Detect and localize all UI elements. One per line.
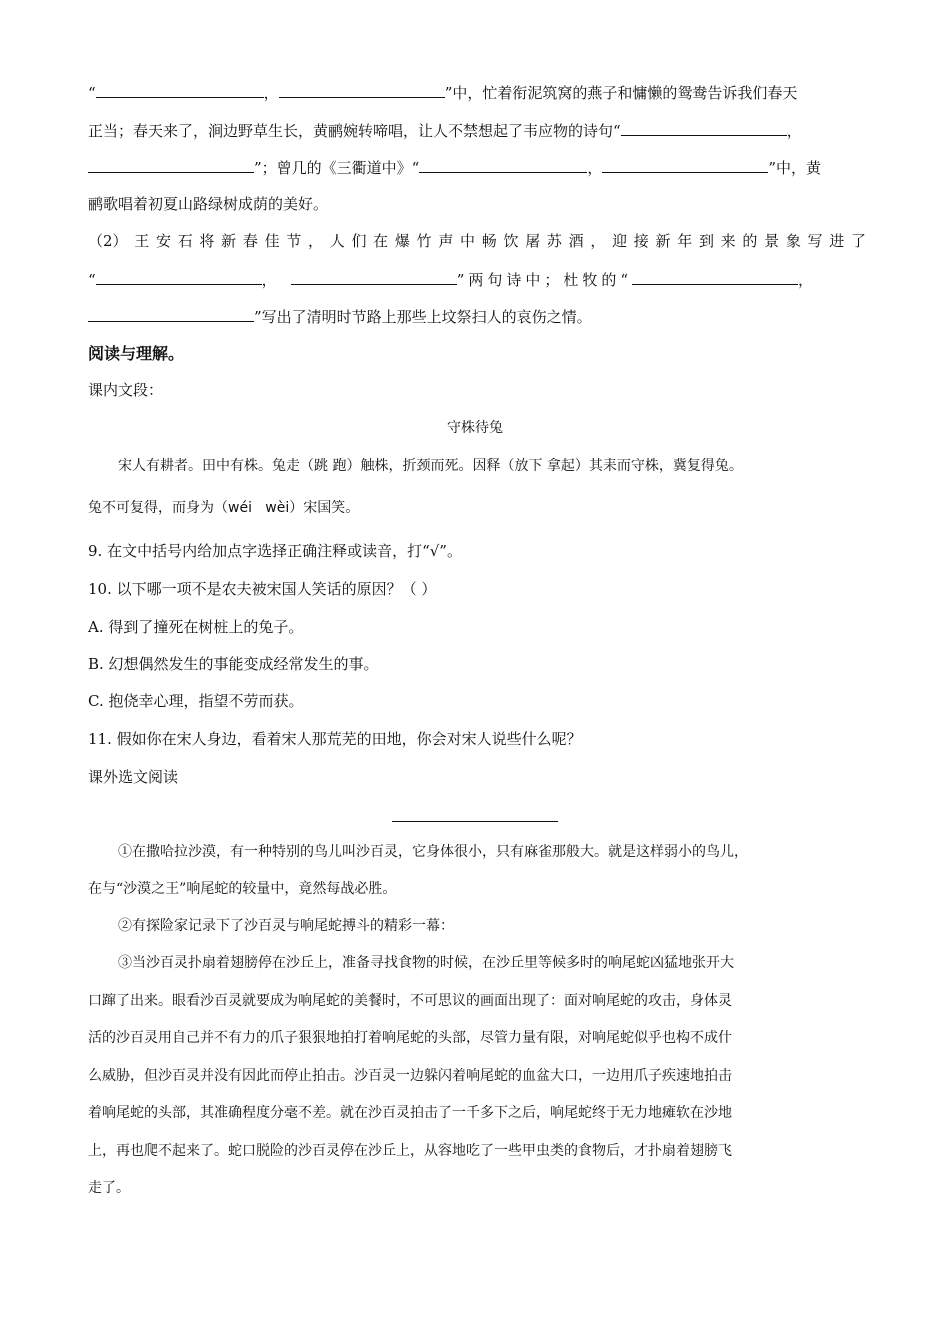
char: 景 — [764, 232, 780, 250]
char: 进 — [829, 232, 845, 250]
char: 来 — [720, 232, 736, 250]
story-line: 活的沙百灵用自己并不有力的爪子狠狠地拍打着响尾蛇的头部，尽管力量有限，对响尾蛇似乎也构不成什 — [88, 1030, 732, 1046]
option-b: B. 幻想偶然发生的事能变成经常发生的事。 — [88, 655, 379, 673]
answer-blank[interactable] — [88, 306, 254, 322]
answer-blank[interactable] — [632, 269, 798, 285]
poem-line-7 — [88, 306, 866, 327]
char: 佳 — [264, 232, 280, 250]
char: 新 — [655, 232, 671, 250]
answer-blank[interactable] — [279, 82, 445, 98]
answer-blank[interactable] — [96, 82, 264, 98]
answer-blank[interactable] — [291, 269, 457, 285]
char: 接 — [633, 232, 649, 250]
text: “ — [88, 271, 96, 289]
text: ， — [798, 271, 814, 289]
char: 畅 — [481, 232, 497, 250]
char: 的 — [742, 232, 758, 250]
text: 正当；春天来了，涧边野草生长，黄鹂婉转啼唱，让人不禁想起了韦应物的诗句“ — [88, 122, 621, 140]
char: 节 — [286, 232, 302, 250]
char: ， — [308, 232, 324, 250]
answer-blank[interactable] — [88, 157, 254, 173]
passage-line-1: 宋人有耕者。田中有株。兔走（跳 跑）触株，折颈而死。因释（放下 拿起）其耒而守株，冀复得兔。 — [118, 458, 743, 474]
story-line: ②有探险家记录下了沙百灵与响尾蛇搏斗的精彩一幕： — [118, 918, 454, 934]
char: 饮 — [503, 232, 519, 250]
option-a: A. 得到了撞死在树桩上的兔子。 — [88, 618, 304, 636]
story-line: ①在撒哈拉沙漠，有一种特别的鸟儿叫沙百灵，它身体很小，只有麻雀那般大。就是这样弱小的鸟儿， — [118, 844, 748, 860]
text: ， — [587, 159, 603, 177]
char: ， — [590, 232, 606, 250]
option-c: C. 抱侥幸心理，指望不劳而获。 — [88, 692, 304, 710]
char: 声 — [438, 232, 454, 250]
char: 到 — [698, 232, 714, 250]
char: 屠 — [525, 232, 541, 250]
story-line: 在与“沙漠之王”响尾蛇的较量中，竟然每战必胜。 — [88, 881, 397, 897]
poem-line-1 — [88, 82, 866, 103]
char: （2） — [88, 232, 128, 250]
story-line: 着响尾蛇的头部，其准确程度分毫不差。就在沙百灵拍击了一千多下之后，响尾蛇终于无力地瘫软在沙地 — [88, 1105, 732, 1121]
extra-reading-label: 课外选文阅读 — [88, 768, 179, 786]
char: 爆 — [394, 232, 410, 250]
reading-intro: 课内文段： — [88, 381, 164, 399]
poem-line-2 — [88, 120, 866, 141]
answer-blank[interactable] — [602, 157, 768, 173]
char: 安 — [155, 232, 171, 250]
text: “ — [88, 84, 96, 102]
char: 王 — [134, 232, 150, 250]
story-line: ③当沙百灵扑扇着翅膀停在沙丘上，准备寻找食物的时候，在沙丘里等候多时的响尾蛇凶猛地张开大 — [118, 955, 734, 971]
story-line: 走了。 — [88, 1180, 130, 1196]
char: 新 — [221, 232, 237, 250]
answer-blank[interactable] — [621, 120, 787, 136]
passage-line-2 — [88, 498, 866, 518]
text: ， — [261, 271, 277, 289]
title-blank-line[interactable] — [392, 821, 558, 822]
story-line: 口蹿了出来。眼看沙百灵就要成为响尾蛇的美餐时，不可思议的画面出现了：面对响尾蛇的攻击，身体灵 — [88, 993, 732, 1009]
char: 迎 — [612, 232, 628, 250]
char: 石 — [177, 232, 193, 250]
question-9: 9. 在文中括号内给加点字选择正确注释或读音，打“√”。 — [88, 542, 462, 560]
char: 年 — [677, 232, 693, 250]
text: ”中，忙着衔泥筑窝的燕子和慵懒的鸳鸯告诉我们春天 — [444, 84, 798, 102]
char: 写 — [807, 232, 823, 250]
pinyin-options: wéi wèi — [228, 500, 290, 516]
char: 中 — [460, 232, 476, 250]
passage-title: 守株待兔 — [447, 420, 503, 436]
char: 在 — [373, 232, 389, 250]
answer-blank[interactable] — [96, 269, 262, 285]
section-heading: 阅读与理解。 — [88, 344, 185, 363]
text: ”中，黄 — [768, 159, 822, 177]
question-11: 11. 假如你在宋人身边，看着宋人那荒芜的田地，你会对宋人说些什么呢？ — [88, 730, 582, 748]
story-line: 么威胁，但沙百灵并没有因此而停止拍击。沙百灵一边躲闪着响尾蛇的血盆大口，一边用爪子疾速地拍击 — [88, 1068, 732, 1084]
question-10: 10. 以下哪一项不是农夫被宋国人笑话的原因？（ ） — [88, 580, 437, 598]
text: 兔不可复得，而身为（ — [88, 500, 228, 516]
char: 竹 — [416, 232, 432, 250]
text: ”；曾几的《三衢道中》“ — [254, 159, 420, 177]
text: ）宋国笑。 — [289, 500, 360, 516]
char: 酒 — [568, 232, 584, 250]
text: ”两句诗中；杜牧的“ — [456, 271, 633, 289]
char: 们 — [351, 232, 367, 250]
poem-line-6 — [88, 269, 866, 290]
char: 人 — [329, 232, 345, 250]
poem-line-3 — [88, 157, 866, 178]
text: ， — [786, 122, 802, 140]
story-line: 上，再也爬不起来了。蛇口脱险的沙百灵停在沙丘上，从容地吃了一些甲虫类的食物后，才扑扇着翅膀飞 — [88, 1143, 732, 1159]
char: 春 — [242, 232, 258, 250]
char: 象 — [785, 232, 801, 250]
char: 苏 — [546, 232, 562, 250]
poem-line-5 — [88, 231, 866, 251]
char: 了 — [850, 232, 866, 250]
poem-line-4: 鹂歌唱着初夏山路绿树成荫的美好。 — [88, 195, 329, 213]
text: ， — [263, 84, 279, 102]
answer-blank[interactable] — [419, 157, 587, 173]
text: ”写出了清明时节路上那些上坟祭扫人的哀伤之情。 — [254, 308, 592, 326]
char: 将 — [199, 232, 215, 250]
